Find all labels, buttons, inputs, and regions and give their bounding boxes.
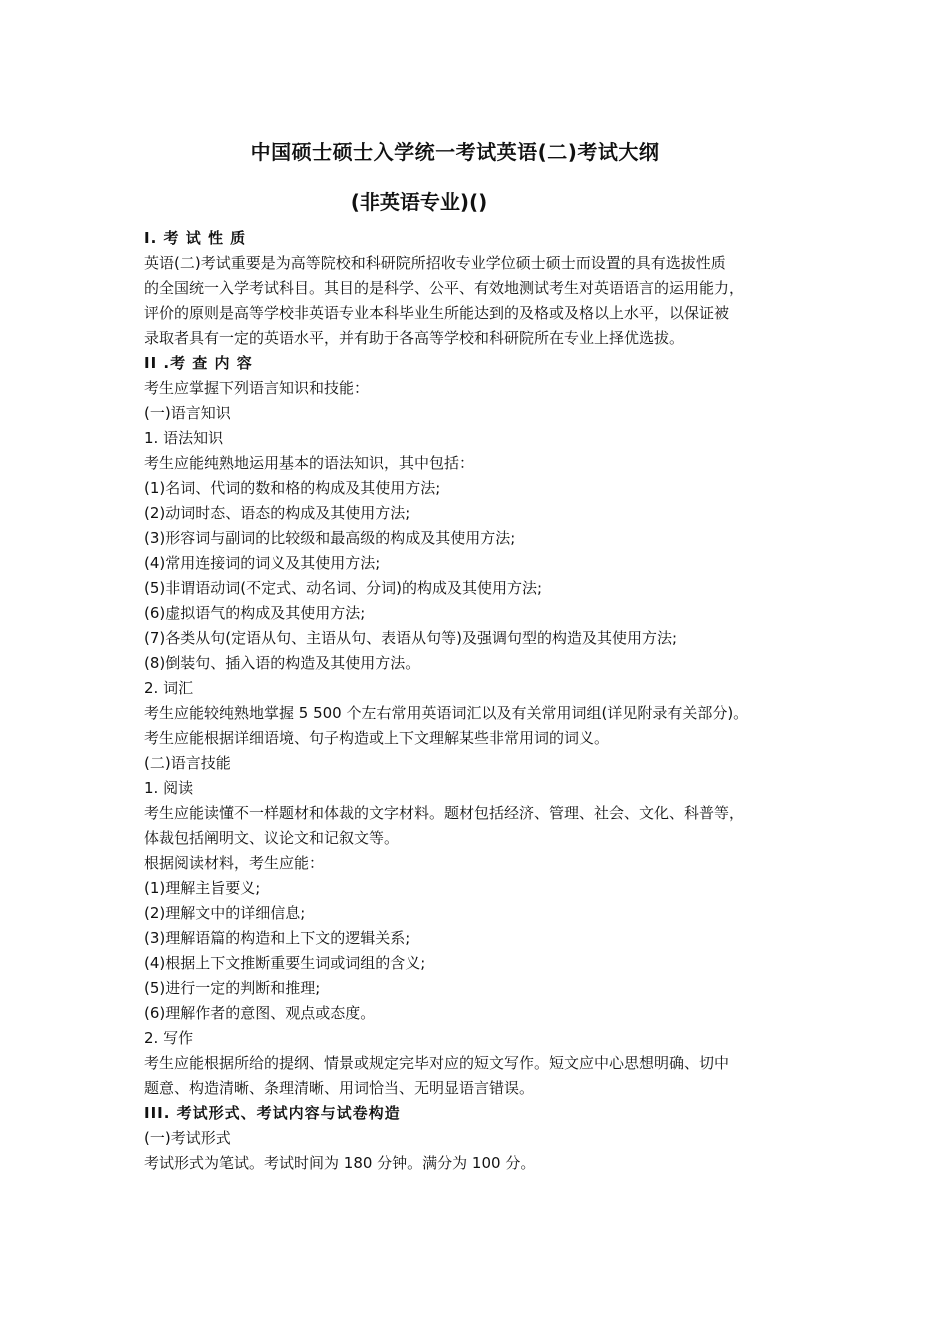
paragraph-line: (一)语言知识 xyxy=(144,404,231,422)
paragraph-line: (4)根据上下文推断重要生词或词组的含义; xyxy=(144,954,426,972)
paragraph-line: (8)倒装句、插入语的构造及其使用方法。 xyxy=(144,654,421,672)
paragraph-line: (5)进行一定的判断和推理; xyxy=(144,979,321,997)
paragraph-line: (一)考试形式 xyxy=(144,1129,231,1147)
paragraph-line: (6)理解作者的意图、观点或态度。 xyxy=(144,1004,376,1022)
paragraph-line: 录取者具有一定的英语水平，并有助于各高等学校和科研院所在专业上择优选拔。 xyxy=(144,329,685,347)
paragraph-line: (2)动词时态、语态的构成及其使用方法; xyxy=(144,504,411,522)
paragraph-line: 考生应能读懂不一样题材和体裁的文字材料。题材包括经济、管理、社会、文化、科普等， xyxy=(144,804,745,822)
paragraph-line: (7)各类从句(定语从句、主语从句、表语从句等)及强调句型的构造及其使用方法; xyxy=(144,629,678,647)
paragraph-line: 的全国统一入学考试科目。其目的是科学、公平、有效地测试考生对英语语言的运用能力， xyxy=(144,279,745,297)
paragraph-line: 考生应能纯熟地运用基本的语法知识，其中包括： xyxy=(144,454,475,472)
paragraph-line: 评价的原则是高等学校非英语专业本科毕业生所能达到的及格或及格以上水平，以保证被 xyxy=(144,304,730,322)
paragraph-line: 1. 阅读 xyxy=(144,779,194,797)
paragraph-line: 体裁包括阐明文、议论文和记叙文等。 xyxy=(144,829,400,847)
paragraph-line: 考生应能根据详细语境、句子构造或上下文理解某些非常用词的词义。 xyxy=(144,729,610,747)
paragraph-line: 2. 词汇 xyxy=(144,679,194,697)
document-body xyxy=(144,226,814,1176)
paragraph-line: (4)常用连接词的词义及其使用方法; xyxy=(144,554,381,572)
paragraph-line: 题意、构造清晰、条理清晰、用词恰当、无明显语言错误。 xyxy=(144,1079,535,1097)
paragraph-line: 考生应能较纯熟地掌握 5 500 个左右常用英语词汇以及有关常用词组(详见附录有关部分)。 xyxy=(144,704,749,722)
document-title: 中国硕士硕士入学统一考试英语(二)考试大纲 xyxy=(250,140,660,164)
paragraph-line: 考生应能根据所给的提纲、情景或规定完毕对应的短文写作。短文应中心思想明确、切中 xyxy=(144,1054,730,1072)
paragraph-line: 考试形式为笔试。考试时间为 180 分钟。满分为 100 分。 xyxy=(144,1154,536,1172)
document-subtitle: (非英语专业)() xyxy=(350,190,488,214)
section-heading: II .考 查 内 容 xyxy=(144,354,253,372)
paragraph-line: (1)理解主旨要义; xyxy=(144,879,261,897)
paragraph-line: 根据阅读材料，考生应能： xyxy=(144,854,325,872)
paragraph-line: 2. 写作 xyxy=(144,1029,194,1047)
paragraph-line: (1)名词、代词的数和格的构成及其使用方法; xyxy=(144,479,441,497)
paragraph-line: (3)形容词与副词的比较级和最高级的构成及其使用方法; xyxy=(144,529,516,547)
paragraph-line: 考生应掌握下列语言知识和技能： xyxy=(144,379,370,397)
paragraph-line: (2)理解文中的详细信息; xyxy=(144,904,306,922)
section-heading: I. 考 试 性 质 xyxy=(144,229,247,247)
section-heading: III. 考试形式、考试内容与试卷构造 xyxy=(144,1104,401,1122)
paragraph-line: (二)语言技能 xyxy=(144,754,231,772)
paragraph-line: 1. 语法知识 xyxy=(144,429,224,447)
paragraph-line: (6)虚拟语气的构成及其使用方法; xyxy=(144,604,366,622)
paragraph-line: (3)理解语篇的构造和上下文的逻辑关系; xyxy=(144,929,411,947)
paragraph-line: (5)非谓语动词(不定式、动名词、分词)的构成及其使用方法; xyxy=(144,579,543,597)
paragraph-line: 英语(二)考试重要是为高等院校和科研院所招收专业学位硕士硕士而设置的具有选拔性质 xyxy=(144,254,726,272)
